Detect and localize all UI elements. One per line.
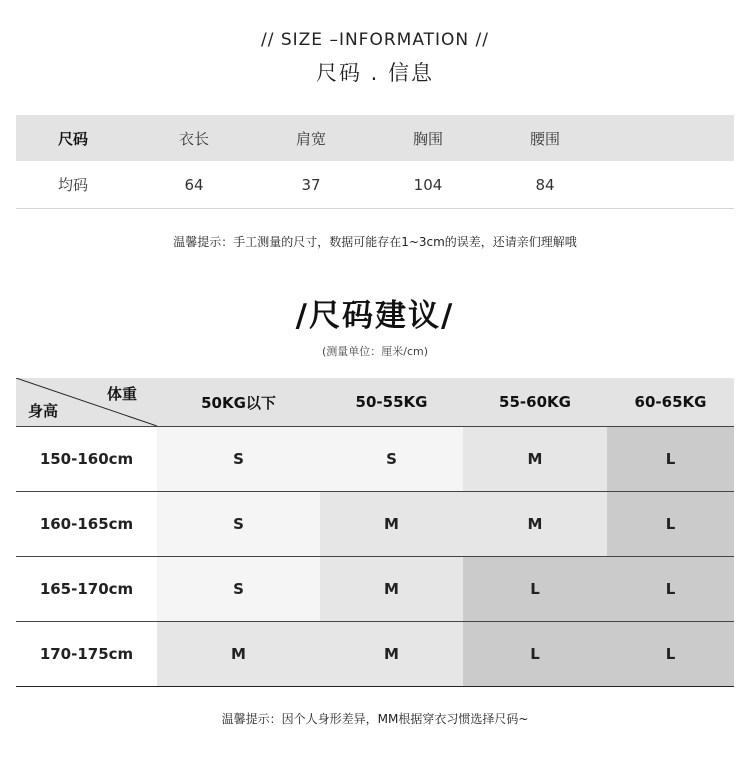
table-row [16, 556, 734, 621]
height-label: 160-165cm [16, 492, 157, 556]
weight-col-3: 55-60KG [499, 393, 571, 411]
weight-col-4: 60-65KG [634, 393, 707, 411]
size-info-table [16, 115, 734, 209]
section-title-en: // SIZE –INFORMATION // [261, 30, 489, 50]
choose-size-note: 温馨提示：因个人身形差异，MM根据穿衣习惯选择尺码~ [221, 712, 529, 726]
size-recommend-table [16, 378, 734, 687]
corner-cell [16, 378, 157, 426]
size-cell: L [607, 492, 734, 556]
size-cell: M [320, 557, 463, 621]
recommend-title: /尺码建议/ [295, 298, 455, 334]
size-table-header [16, 115, 734, 161]
header-shoulder: 肩宽 [295, 129, 326, 148]
size-cell: S [157, 427, 320, 491]
table-row [16, 161, 734, 209]
header-size: 尺码 [57, 129, 88, 148]
size-cell: S [320, 427, 463, 491]
size-cell: M [463, 492, 607, 556]
section-title-cn: 尺码 . 信息 [315, 61, 435, 85]
size-cell: M [320, 622, 463, 686]
size-cell: M [157, 622, 320, 686]
header-chest: 胸围 [412, 129, 443, 148]
size-cell: L [463, 557, 607, 621]
height-label: 150-160cm [16, 427, 157, 491]
cell-shoulder: 37 [301, 175, 321, 194]
recommend-table-header [16, 378, 734, 426]
size-cell: M [320, 492, 463, 556]
size-cell: L [463, 622, 607, 686]
cell-chest: 104 [413, 175, 443, 194]
height-label: 170-175cm [16, 622, 157, 686]
table-row [16, 621, 734, 686]
table-row [16, 491, 734, 556]
size-cell: L [607, 427, 734, 491]
cell-size: 均码 [57, 176, 88, 194]
size-cell: L [607, 557, 734, 621]
cell-length: 64 [184, 175, 204, 194]
size-cell: L [607, 622, 734, 686]
header-waist: 腰围 [529, 129, 560, 148]
recommend-unit: (测量单位：厘米/cm) [321, 345, 429, 358]
table-row [16, 426, 734, 491]
corner-weight-label: 体重 [107, 385, 138, 403]
weight-col-2: 50-55KG [355, 393, 428, 411]
header-length: 衣长 [178, 129, 209, 148]
measurement-note: 温馨提示：手工测量的尺寸，数据可能存在1~3cm的误差，还请亲们理解哦 [173, 235, 577, 249]
size-cell: M [463, 427, 607, 491]
weight-col-1: 50KG以下 [201, 393, 276, 412]
corner-height-label: 身高 [28, 402, 59, 420]
size-cell: S [157, 557, 320, 621]
size-cell: S [157, 492, 320, 556]
height-label: 165-170cm [16, 557, 157, 621]
cell-waist: 84 [535, 175, 555, 194]
